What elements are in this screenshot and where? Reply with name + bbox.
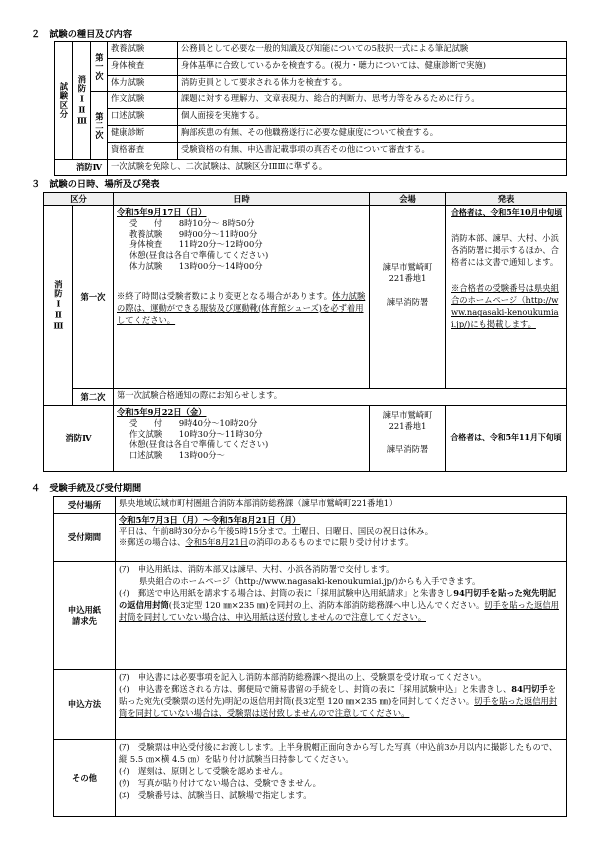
schedule-row: 作文試験 10時30分～11時30分 bbox=[129, 428, 263, 439]
exam-desc: 消防吏員として要求される体力を検査する。 bbox=[178, 76, 566, 92]
exam-item: 身体検査 bbox=[108, 59, 178, 76]
form-a1: (ｱ) 申込用紙は、消防本部又は諫早、大村、小浜各消防署で交付します。 bbox=[119, 564, 395, 574]
iv-venue bbox=[370, 406, 446, 471]
apply-a: (ｱ) 申込書には必要事項を記入し消防本部消防総務課へ提出の上、受験票を受け取ってください。 bbox=[119, 672, 487, 682]
first-result-title: 合格者は、令和5年10月中旬頃 bbox=[451, 208, 563, 217]
header-kubun: 区分 bbox=[44, 193, 114, 206]
period-line1: 平日は、午前8時30分から午後5時15分まで。土曜日、日曜日、国民の祝日は休み。 bbox=[119, 525, 434, 536]
schedule-row: 受 付 8時10分～ 8時50分 bbox=[129, 217, 255, 228]
form-a2: 県央組合のホームページ（http://www.nagasaki-kenoukumiai.jp/)からも入手できます。 bbox=[139, 576, 481, 587]
office-label: 受付場所 bbox=[54, 497, 116, 514]
venue-address: 諫早市鷲崎町 221番地1 bbox=[382, 410, 433, 431]
schedule-row: 体力試験 13時00分～14時00分 bbox=[129, 260, 263, 271]
first-date: 令和5年9月17日（日） bbox=[117, 207, 207, 217]
venue-name: 諫早消防署 bbox=[386, 443, 429, 454]
schedule-table bbox=[43, 192, 567, 472]
form-b: (ｲ) 郵送で申込用紙を請求する場合は、封筒の表に「採用試験申込用紙請求」と朱書きし94円切手を貼った宛先明記の返信用封筒(長3定型 120 ㎜×235 ㎜)を同封の上、消防本部消防総務課へ申し込んでください。切手を貼った返信用封筒を同封していない場合は、申込用紙は送付致しませんので注意してください。 bbox=[119, 588, 559, 623]
schedule-row: 受 付 9時40分～10時20分 bbox=[129, 417, 258, 428]
first-result-text: 消防本部、諫早、大村、小浜各消防署に掲示するほか、合格者には文書で通知します。 bbox=[451, 233, 559, 268]
iv-label: 消防Ⅳ bbox=[55, 159, 108, 175]
venue-address: 諫早市鷲崎町 221番地1 bbox=[382, 262, 433, 283]
header-nichiji: 日時 bbox=[114, 193, 370, 206]
apply-b: (ｲ) 申込書を郵送される方は、郵便局で簡易書留の手続をし、封筒の表に「採用試験申込」と朱書きし、84円切手を貼った宛先(受験票の送付先)明記の返信用封筒(長3定型 120 ㎜×235 ㎜)を同封してください。切手を貼った返信用封筒を同封していない場合は、受験票は送付致しませんので注意してください。 bbox=[119, 684, 558, 719]
header-kaijo: 会場 bbox=[370, 193, 446, 206]
iv-date: 令和5年9月22日（金） bbox=[117, 407, 207, 417]
schedule-row: 休憩(昼食は各自で準備してください) bbox=[129, 250, 269, 261]
stage1-label: 第一次 bbox=[91, 42, 108, 92]
header-happyo: 発表 bbox=[446, 193, 566, 206]
apply-text bbox=[116, 670, 566, 740]
first-note: ※終了時間は受験者数により変更となる場合があります。体力試験の際は、運動ができる服装及び運動靴(体育館シューズ)を必ず着用してください。 bbox=[117, 290, 366, 325]
apply-label: 申込方法 bbox=[54, 670, 116, 740]
iv-desc: 一次試験を免除し、二次試験は、試験区分ⅠⅡⅢに準ずる。 bbox=[108, 159, 566, 175]
period-text bbox=[116, 514, 566, 562]
exam-item: 作文試験 bbox=[108, 92, 178, 109]
stage2-label: 第二次 bbox=[91, 92, 108, 159]
second-stage-text: 第一次試験合格通知の際にお知らせします。 bbox=[114, 389, 566, 406]
exam-contents-table bbox=[54, 41, 567, 176]
other-label: その他 bbox=[54, 740, 116, 816]
exam-item: 教養試験 bbox=[108, 42, 178, 59]
other-b: (ｲ) 遅刻は、原則として受験を認めません。 bbox=[119, 766, 288, 777]
period-main: 令和5年7月3日（月）～令和5年8月21日（月） bbox=[119, 515, 301, 525]
iv-schedule bbox=[114, 406, 370, 471]
exam-desc: 課題に対する理解力、文章表現力、総合的判断力、思考力等をみるために行う。 bbox=[178, 92, 566, 109]
form-label: 申込用紙 請求先 bbox=[54, 562, 116, 670]
exam-item: 健康診断 bbox=[108, 126, 178, 143]
schedule-row: 身体検査 11時20分～12時00分 bbox=[129, 239, 263, 250]
category-number: 消防ⅠⅡⅢ bbox=[73, 42, 91, 159]
exam-item: 体力試験 bbox=[108, 76, 178, 92]
first-result-note: ※合格者の受験番号は県央組合のホームページ（http://www.nagasaki-kenoukumiai.jp/)にも掲載します。 bbox=[451, 283, 559, 330]
exam-desc: 公務員として必要な一般的知識及び知能についての5肢択一式による筆記試験 bbox=[178, 42, 566, 59]
period-line2: ※郵送の場合は、令和5年8月21日の消印のあるものまでに限り受け付けます。 bbox=[119, 536, 414, 547]
office-text: 県央地域広域市町村圏組合消防本部消防総務課（諫早市鷲崎町221番地1） bbox=[116, 497, 566, 514]
first-result bbox=[446, 206, 566, 389]
exam-desc: 胸部疾患の有無、その他職務遂行に必要な健康度について検査する。 bbox=[178, 126, 566, 143]
period-label: 受付期間 bbox=[54, 514, 116, 562]
exam-desc: 受験資格の有無、申込書記載事項の真否その他について審査する。 bbox=[181, 144, 430, 154]
cat4-label: 消防Ⅳ bbox=[44, 406, 114, 471]
schedule-row: 休憩(昼食は各自で準備してください) bbox=[129, 439, 269, 450]
cat-label: 消防ⅠⅡⅢ bbox=[44, 206, 73, 406]
first-venue bbox=[370, 206, 446, 389]
form-text bbox=[116, 562, 566, 670]
other-a: (ｱ) 受験票は申込受付後にお渡しします。上半身脱帽正面向きから写した写真（申込前3か月以内に撮影したもので、縦 5.5 ㎝×横 4.5 ㎝）を貼り付け試験当日持参してください。 bbox=[119, 742, 558, 765]
exam-item: 口述試験 bbox=[108, 109, 178, 126]
exam-item: 資格審査 bbox=[108, 143, 178, 159]
section4-heading: ４ 受験手続及び受付期間 bbox=[31, 483, 142, 494]
exam-desc: 身体基準に合致しているかを検査する。(視力・聴力については、健康診断で実施) bbox=[178, 59, 566, 76]
other-text bbox=[116, 740, 566, 816]
exam-desc: 個人面接を実施する。 bbox=[178, 109, 566, 126]
category-label: 試験区分 bbox=[55, 42, 73, 159]
procedure-table bbox=[53, 496, 567, 817]
schedule-row: 教養試験 9時00分～11時00分 bbox=[129, 228, 258, 239]
section3-heading: ３ 試験の日時、場所及び発表 bbox=[31, 179, 160, 190]
venue-name: 諫早消防署 bbox=[386, 296, 429, 307]
other-d: (ｴ) 受験番号は、試験当日、試験場で指定します。 bbox=[119, 790, 312, 801]
second-stage-label: 第二次 bbox=[73, 389, 114, 406]
section2-heading: ２ 試験の種目及び内容 bbox=[31, 29, 133, 40]
first-stage-label: 第一次 bbox=[73, 206, 114, 389]
iv-result: 合格者は、令和5年11月下旬頃 bbox=[450, 433, 562, 443]
first-schedule bbox=[114, 206, 370, 389]
schedule-row: 口述試験 13時00分～ bbox=[129, 450, 225, 461]
other-c: (ｳ) 写真が貼り付けてない場合は、受験できません。 bbox=[119, 778, 321, 789]
